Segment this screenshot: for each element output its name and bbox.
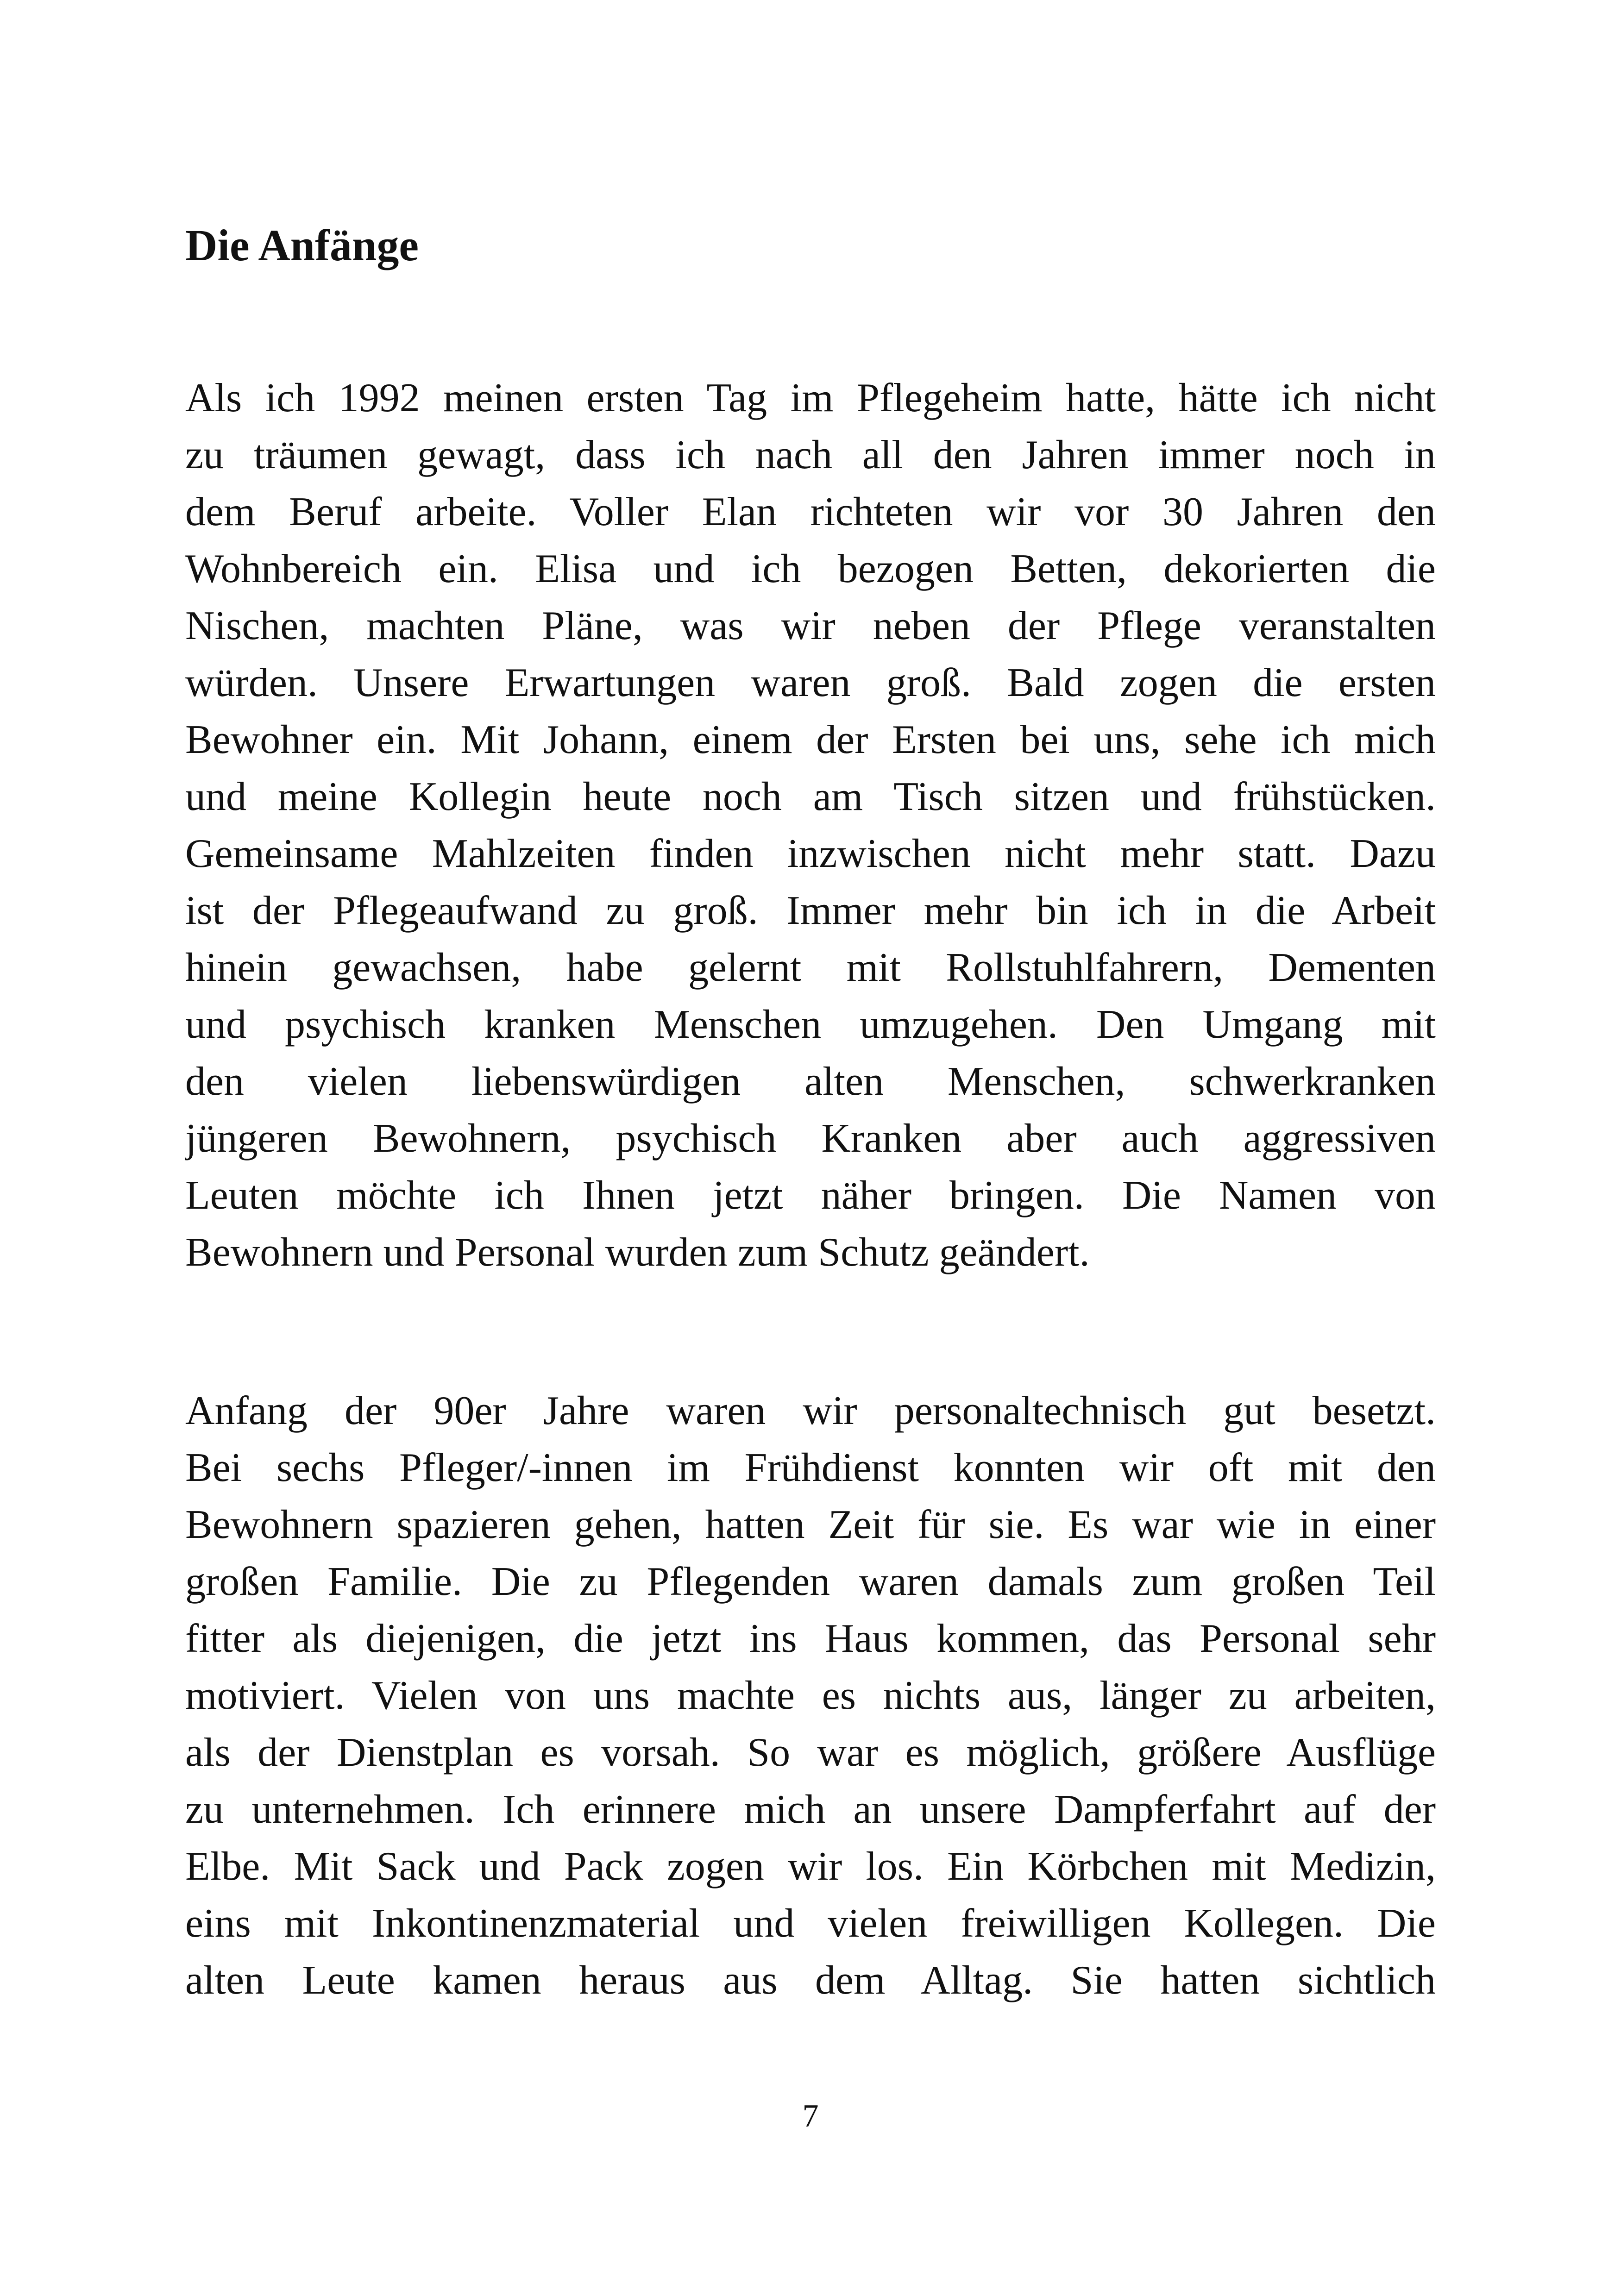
text-line: hinein gewachsen, habe gelernt mit Rollstuhlfahrern, Dementen <box>185 945 1436 990</box>
text-line: Bei sechs Pfleger/-innen im Frühdienst konnten wir oft mit den <box>185 1445 1436 1490</box>
text-line: als der Dienstplan es vorsah. So war es möglich, größere Ausflüge <box>185 1730 1436 1775</box>
text-line: und meine Kollegin heute noch am Tisch sitzen und frühstücken. <box>185 774 1436 819</box>
text-line: eins mit Inkontinenzmaterial und vielen freiwilligen Kollegen. Die <box>185 1901 1436 1946</box>
text-line: Bewohner ein. Mit Johann, einem der Ersten bei uns, sehe ich mich <box>185 717 1436 762</box>
paragraph-2 <box>185 1382 1436 2009</box>
text-line: motiviert. Vielen von uns machte es nichts aus, länger zu arbeiten, <box>185 1673 1436 1718</box>
text-line: Elbe. Mit Sack und Pack zogen wir los. Ein Körbchen mit Medizin, <box>185 1844 1436 1889</box>
text-line: ist der Pflegeaufwand zu groß. Immer mehr bin ich in die Arbeit <box>185 888 1436 933</box>
text-line: Bewohnern spazieren gehen, hatten Zeit für sie. Es war wie in einer <box>185 1502 1436 1547</box>
text-line: alten Leute kamen heraus aus dem Alltag. Sie hatten sichtlich <box>185 1958 1436 2003</box>
paragraph-1 <box>185 370 1436 1281</box>
text-line: zu unternehmen. Ich erinnere mich an unsere Dampferfahrt auf der <box>185 1787 1436 1832</box>
text-line: Nischen, machten Pläne, was wir neben der Pflege veranstalten <box>185 603 1436 648</box>
text-line: Leuten möchte ich Ihnen jetzt näher bringen. Die Namen von <box>185 1173 1436 1218</box>
text-line: fitter als diejenigen, die jetzt ins Haus kommen, das Personal sehr <box>185 1616 1436 1661</box>
text-line: Bewohnern und Personal wurden zum Schutz geändert. <box>185 1230 1090 1275</box>
text-line: Wohnbereich ein. Elisa und ich bezogen Betten, dekorierten die <box>185 546 1436 591</box>
page-number: 7 <box>802 2098 819 2134</box>
text-line: Anfang der 90er Jahre waren wir personaltechnisch gut besetzt. <box>185 1388 1436 1433</box>
text-line: den vielen liebenswürdigen alten Menschen, schwerkranken <box>185 1059 1436 1104</box>
text-line: Gemeinsame Mahlzeiten finden inzwischen nicht mehr statt. Dazu <box>185 831 1436 876</box>
text-line: großen Familie. Die zu Pflegenden waren damals zum großen Teil <box>185 1559 1436 1604</box>
text-line: jüngeren Bewohnern, psychisch Kranken aber auch aggressiven <box>185 1116 1436 1161</box>
chapter-heading: Die Anfänge <box>185 220 419 270</box>
text-line: und psychisch kranken Menschen umzugehen. Den Umgang mit <box>185 1002 1436 1047</box>
text-line: würden. Unsere Erwartungen waren groß. Bald zogen die ersten <box>185 660 1436 705</box>
text-line: zu träumen gewagt, dass ich nach all den Jahren immer noch in <box>185 433 1436 477</box>
text-line: dem Beruf arbeite. Voller Elan richteten wir vor 30 Jahren den <box>185 489 1436 534</box>
text-line: Als ich 1992 meinen ersten Tag im Pflegeheim hatte, hätte ich nicht <box>185 376 1436 420</box>
